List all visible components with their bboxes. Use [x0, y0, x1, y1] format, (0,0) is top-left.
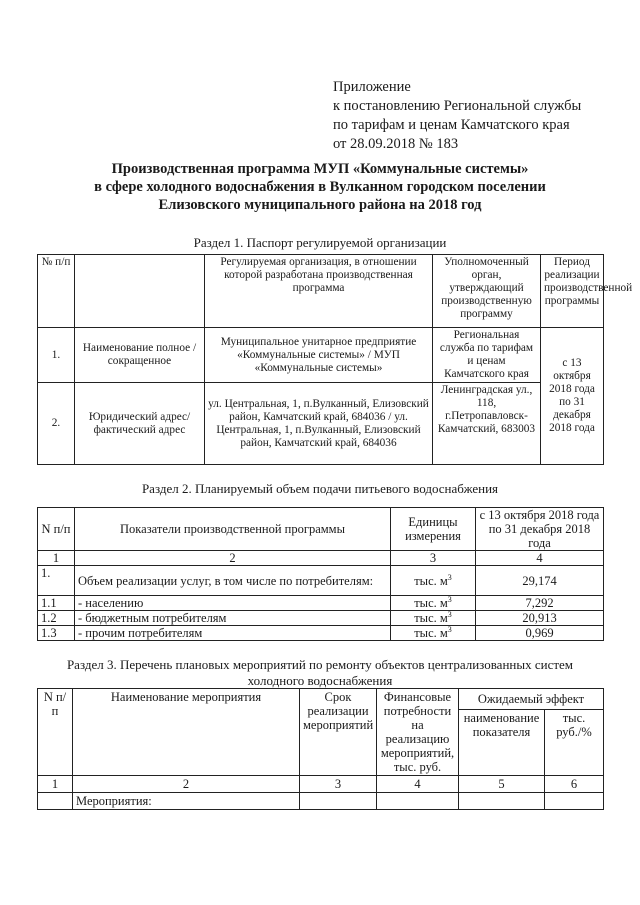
table-row — [38, 793, 604, 810]
column-numbers-row — [38, 776, 604, 793]
passport-table — [37, 254, 633, 465]
row-value: Муниципальное унитарное предприятие «Коммунальные системы» / МУП «Коммунальные системы» — [205, 328, 433, 383]
volume-table — [37, 507, 604, 641]
row-num: 1. — [38, 566, 75, 596]
row-unit: тыс. $м^3$ — [391, 626, 476, 641]
header-period: Период реализации производственной программы — [541, 255, 604, 328]
period-cell: с 13 октября 2018 года по 31 декабря 2018 года — [541, 328, 604, 465]
row-name: Объем реализации услуг, в том числе по потребителям: — [75, 566, 391, 596]
colnum: 1 — [38, 776, 73, 793]
title-line: Елизовского муниципального района на 2018 год — [158, 197, 482, 213]
row-unit: тыс. $м^3$ — [391, 566, 476, 596]
table-row — [38, 566, 604, 596]
appendix-line: от 28.09.2018 № 183 — [333, 136, 459, 152]
header-unit: Единицы измерения — [391, 508, 476, 551]
document-title — [0, 160, 640, 214]
header-authority: Уполномоченный орган, утверждающий производственную программу — [433, 255, 541, 328]
colnum: 5 — [459, 776, 545, 793]
row-term — [300, 793, 377, 810]
row-value: 20,913 — [476, 611, 604, 626]
row-indicator — [459, 793, 545, 810]
header-term: Срок реализации мероприятий — [300, 689, 377, 776]
header-indicator: наименование показателя — [459, 709, 545, 775]
row-value: 29,174 — [476, 566, 604, 596]
table-header-row — [38, 255, 604, 328]
colnum: 3 — [300, 776, 377, 793]
section3-heading-line: Раздел 3. Перечень плановых мероприятий по ремонту объектов централизованных систем — [66, 657, 574, 672]
header-indicator: Показатели производственной программы — [75, 508, 391, 551]
colnum: 6 — [545, 776, 604, 793]
colnum: 4 — [377, 776, 459, 793]
appendix-line: Приложение — [333, 79, 411, 95]
row-value: 0,969 — [476, 626, 604, 641]
section3-heading-line: холодного водоснабжения — [247, 673, 393, 688]
row-name: - прочим потребителям — [75, 626, 391, 641]
row-num: 1.2 — [38, 611, 75, 626]
row-name: - населению — [75, 596, 391, 611]
row-label: Юридический адрес/фактический адрес — [75, 383, 205, 465]
appendix-line: к постановлению Региональной службы — [333, 98, 582, 114]
row-name: - бюджетным потребителям — [75, 611, 391, 626]
title-line: в сфере холодного водоснабжения в Вулканном городском поселении — [94, 179, 546, 195]
header-finance: Финансовые потребности на реализацию мероприятий, тыс. руб. — [377, 689, 459, 776]
appendix-line: по тарифам и ценам Камчатского края — [333, 117, 570, 133]
row-rub — [545, 793, 604, 810]
row-num: 2. — [38, 383, 75, 465]
colnum: 1 — [38, 551, 75, 566]
section3-heading — [0, 657, 640, 689]
table-row — [38, 626, 604, 641]
colnum: 2 — [73, 776, 300, 793]
header-period: с 13 октября 2018 года по 31 декабря 2018 года — [476, 508, 604, 551]
row-authority: Ленинградская ул., 118, г.Петропавловск-Камчатский, 683003 — [433, 383, 541, 465]
table-header-row — [38, 689, 604, 710]
colnum: 4 — [476, 551, 604, 566]
section1-heading: Раздел 1. Паспорт регулируемой организации — [193, 235, 447, 250]
header-rub: тыс. руб./% — [545, 709, 604, 775]
section2-heading: Раздел 2. Планируемый объем подачи питьевого водоснабжения — [141, 481, 499, 496]
row-value: ул. Центральная, 1, п.Вулканный, Елизовский район, Камчатский край, 684036 / ул. Центральная, 1, п.Вулканный, Елизовский район, Камчатский край, 684036 — [205, 383, 433, 465]
row-finance — [377, 793, 459, 810]
table-row — [38, 596, 604, 611]
colnum: 2 — [75, 551, 391, 566]
measures-table — [37, 688, 604, 810]
row-value: 7,292 — [476, 596, 604, 611]
row-unit: тыс. $м^3$ — [391, 596, 476, 611]
row-num: 1. — [38, 328, 75, 383]
header-org: Регулируемая организация, в отношении которой разработана производственная программа — [205, 255, 433, 328]
table-row — [38, 328, 604, 383]
header-empty — [75, 255, 205, 328]
row-name: Мероприятия: — [73, 793, 300, 810]
table-row — [38, 383, 604, 465]
colnum: 3 — [391, 551, 476, 566]
title-line: Производственная программа МУП «Коммунальные системы» — [111, 161, 529, 177]
row-num — [38, 793, 73, 810]
row-authority: Региональная служба по тарифам и ценам Камчатского края — [433, 328, 541, 383]
header-num: N п/п — [38, 508, 75, 551]
header-name: Наименование мероприятия — [73, 689, 300, 776]
row-num: 1.3 — [38, 626, 75, 641]
table-header-row — [38, 508, 604, 551]
table-row — [38, 611, 604, 626]
appendix-block — [333, 78, 581, 154]
header-num: N п/п — [38, 689, 73, 776]
header-num: № п/п — [38, 255, 75, 328]
column-numbers-row — [38, 551, 604, 566]
header-effect: Ожидаемый эффект — [459, 689, 604, 710]
row-num: 1.1 — [38, 596, 75, 611]
row-label: Наименование полное / сокращенное — [75, 328, 205, 383]
row-unit: тыс. $м^3$ — [391, 611, 476, 626]
